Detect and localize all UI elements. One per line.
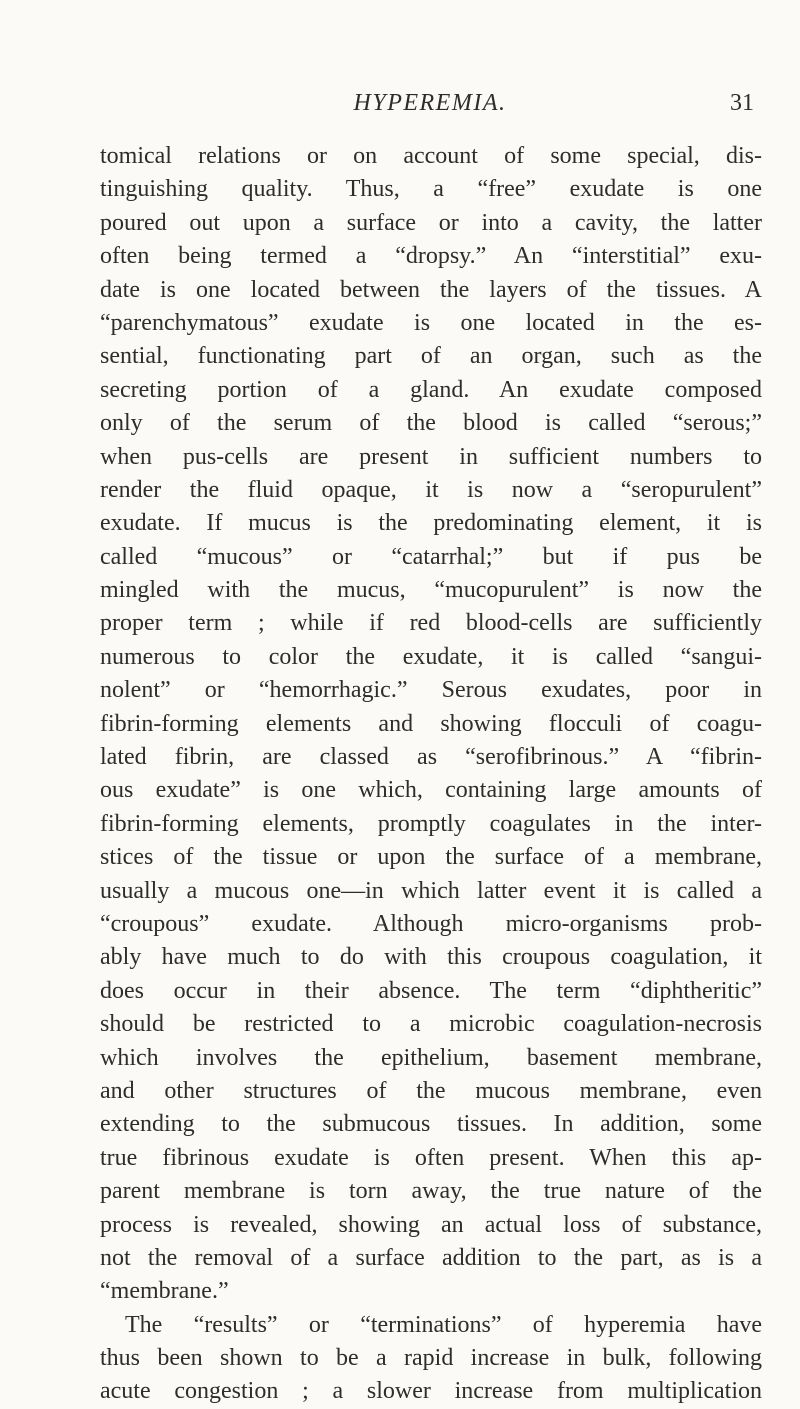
text-line: does occur in their absence. The term “diphtheritic” bbox=[100, 977, 762, 1004]
text-line: often being termed a “dropsy.” An “interstitial” exu- bbox=[100, 243, 762, 270]
text-line: fibrin-forming elements, promptly coagulates in the inter- bbox=[100, 810, 762, 837]
text-line: exudate. If mucus is the predominating element, it is bbox=[100, 510, 762, 537]
text-line: should be restricted to a microbic coagulation-necrosis bbox=[100, 1011, 762, 1038]
text-line: true fibrinous exudate is often present. When this ap- bbox=[100, 1144, 762, 1171]
text-line: not the removal of a surface addition to the part, as is a bbox=[100, 1244, 762, 1271]
text-line: tomical relations or on account of some special, dis- bbox=[100, 143, 762, 169]
text-line: ably have much to do with this croupous coagulation, it bbox=[100, 944, 762, 971]
text-line: acute congestion ; a slower increase from multiplication bbox=[100, 1378, 762, 1405]
text-line: “croupous” exudate. Although micro-organisms prob- bbox=[100, 910, 762, 937]
text-line: poured out upon a surface or into a cavity, the latter bbox=[100, 209, 762, 236]
text-line: and other structures of the mucous membrane, even bbox=[100, 1077, 762, 1104]
running-head bbox=[100, 90, 760, 130]
text-line: numerous to color the exudate, it is called “sangui- bbox=[100, 643, 762, 670]
text-line: sential, functionating part of an organ, such as the bbox=[100, 343, 762, 370]
text-line: thus been shown to be a rapid increase in bulk, following bbox=[100, 1345, 762, 1372]
text-line: which involves the epithelium, basement membrane, bbox=[100, 1044, 762, 1071]
text-line: “membrane.” bbox=[100, 1278, 229, 1305]
text-line: render the fluid opaque, it is now a “seropurulent” bbox=[100, 476, 762, 503]
page-number: 31 bbox=[730, 90, 754, 116]
text-line: proper term ; while if red blood-cells are sufficiently bbox=[100, 610, 762, 637]
text-line: secreting portion of a gland. An exudate composed bbox=[100, 376, 762, 403]
text-line: parent membrane is torn away, the true nature of the bbox=[100, 1178, 762, 1205]
text-line: nolent” or “hemorrhagic.” Serous exudates, poor in bbox=[100, 677, 762, 704]
text-line: process is revealed, showing an actual loss of substance, bbox=[100, 1211, 762, 1238]
text-line: extending to the submucous tissues. In addition, some bbox=[100, 1111, 762, 1138]
text-line: called “mucous” or “catarrhal;” but if pus be bbox=[100, 543, 762, 570]
text-line: fibrin-forming elements and showing flocculi of coagu- bbox=[100, 710, 762, 737]
text-line: “parenchymatous” exudate is one located in the es- bbox=[100, 309, 762, 336]
running-title: HYPEREMIA. bbox=[353, 90, 507, 116]
text-line: date is one located between the layers of the tissues. A bbox=[100, 276, 762, 303]
text-line: usually a mucous one—in which latter event it is called a bbox=[100, 877, 762, 904]
text-line: only of the serum of the blood is called “serous;” bbox=[100, 410, 762, 437]
text-line: ous exudate” is one which, containing large amounts of bbox=[100, 777, 762, 804]
body-text bbox=[100, 140, 762, 1409]
text-line: mingled with the mucus, “mucopurulent” is now the bbox=[100, 577, 762, 604]
text-line: lated fibrin, are classed as “serofibrinous.” A “fibrin- bbox=[100, 744, 762, 771]
text-line: stices of the tissue or upon the surface of a membrane, bbox=[100, 844, 762, 871]
text-line: tinguishing quality. Thus, a “free” exudate is one bbox=[100, 176, 762, 203]
text-line: when pus-cells are present in sufficient numbers to bbox=[100, 443, 762, 470]
text-line: The “results” or “terminations” of hyperemia have bbox=[125, 1311, 762, 1338]
